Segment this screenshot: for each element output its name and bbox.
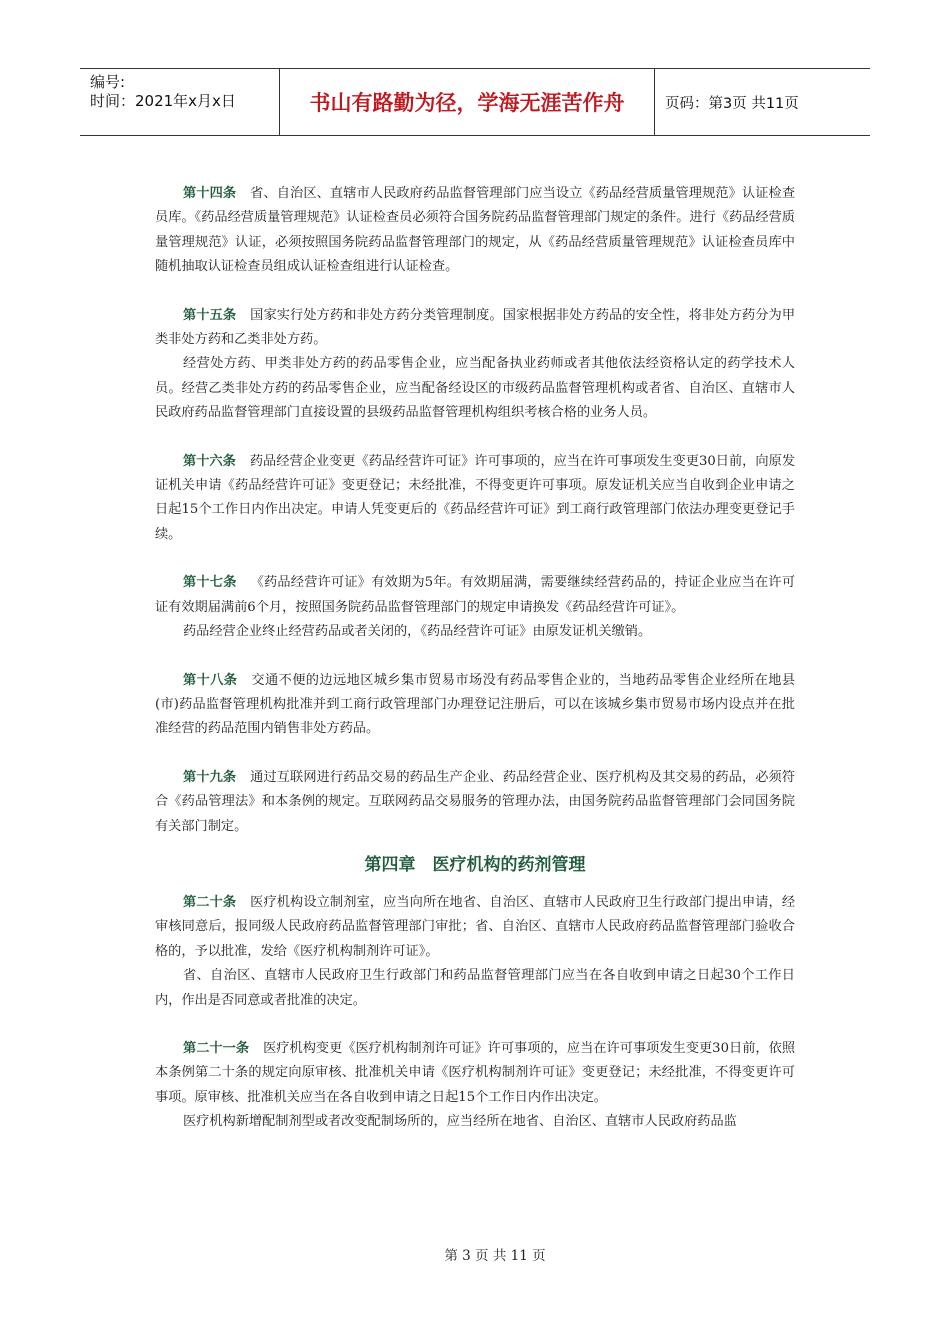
article-paragraph: 经营处方药、甲类非处方药的药品零售企业，应当配备执业药师或者其他依法经资格认定的药学技术人员。经营乙类非处方药的药品零售企业，应当配备经设区的市级药品监督管理机构或者省、自治区、直辖市人民政府药品监督管理部门直接设置的县级药品监督管理机构组织考核合格的业务人员。 [155,356,795,421]
document-body [155,182,795,1135]
article-title: 第二十一条 [183,1040,250,1056]
article-text: 省、自治区、直辖市人民政府药品监督管理部门应当设立《药品经营质量管理规范》认证检查员库。《药品经营质量管理规范》认证检查员必须符合国务院药品监督管理部门规定的条件。进行《药品经营质量管理规范》认证，必须按照国务院药品监督管理部门的规定，从《药品经营质量管理规范》认证检查员库中随机抽取认证检查员组成认证检查组进行认证检查。 [155,186,796,275]
article-17 [155,571,795,620]
article-title: 第十五条 [183,307,237,323]
article-text: 交通不便的边远地区城乡集市贸易市场没有药品零售企业的，当地药品零售企业经所在地县(市)药品监督管理机构批准并到工商行政管理部门办理登记注册后，可以在该城乡集市贸易市场内设点并在批准经营的药品范围内销售非处方药品。 [155,672,796,737]
article-14 [155,182,795,280]
article-15 [155,304,795,353]
article-18 [155,669,795,742]
header-meta [80,69,280,135]
article-text: 《药品经营许可证》有效期为5年。有效期届满，需要继续经营药品的，持证企业应当在许可证有效期届满前6个月，按照国务院药品监督管理部门的规定申请换发《药品经营许可证》。 [155,575,796,615]
header-motto: 书山有路勤为径，学海无涯苦作舟 [280,69,655,135]
article-21 [155,1037,795,1110]
article-title: 第十八条 [183,672,238,688]
article-text: 医疗机构变更《医疗机构制剂许可证》许可事项的，应当在许可事项发生变更30日前，依照本条例第二十条的规定向原审核、批准机关申请《医疗机构制剂许可证》变更登记；未经批准，不得变更许可事项。原审核、批准机关应当在各自收到申请之日起15个工作日内作出决定。 [155,1040,796,1105]
article-title: 第十七条 [183,575,237,591]
article-text: 通过互联网进行药品交易的药品生产企业、药品经营企业、医疗机构及其交易的药品，必须符合《药品管理法》和本条例的规定。互联网药品交易服务的管理办法，由国务院药品监督管理部门会同国务院有关部门制定。 [155,769,796,834]
article-text: 医疗机构设立制剂室，应当向所在地省、自治区、直辖市人民政府卫生行政部门提出申请，经审核同意后，报同级人民政府药品监督管理部门审批；省、自治区、直辖市人民政府药品监督管理部门验收合格的，予以批准，发给《医疗机构制剂许可证》。 [155,894,796,959]
article-text: 国家实行处方药和非处方药分类管理制度。国家根据非处方药品的安全性，将非处方药分为甲类非处方药和乙类非处方药。 [155,307,796,348]
article-paragraph: 药品经营企业终止经营药品或者关闭的，《药品经营许可证》由原发证机关缴销。 [183,624,652,640]
date-label: 时间：2021年x月x日 [90,92,236,110]
page-footer: 第 3 页 共 11 页 [444,1248,546,1264]
article-paragraph: 省、自治区、直辖市人民政府卫生行政部门和药品监督管理部门应当在各自收到申请之日起30个工作日内，作出是否同意或者批准的决定。 [155,968,795,1008]
header-page-number: 页码：第3页 共11页 [665,95,799,112]
article-title: 第十六条 [183,453,236,469]
article-19 [155,766,795,839]
chapter-heading: 第四章 医疗机构的药剂管理 [364,854,586,875]
article-title: 第二十条 [183,894,237,910]
page-header [80,68,870,136]
article-20 [155,891,795,964]
article-title: 第十九条 [183,769,237,785]
article-16 [155,450,795,548]
article-paragraph: 医疗机构新增配制剂型或者改变配制场所的，应当经所在地省、自治区、直辖市人民政府药品监 [183,1114,737,1130]
article-text: 药品经营企业变更《药品经营许可证》许可事项的，应当在许可事项发生变更30日前，向原发证机关申请《药品经营许可证》变更登记；未经批准，不得变更许可事项。原发证机关应当自收到企业申请之日起15个工作日内作出决定。申请人凭变更后的《药品经营许可证》到工商行政管理部门依法办理变更登记手续。 [155,453,796,542]
article-title: 第十四条 [183,186,237,201]
number-label: 编号: [90,73,126,91]
